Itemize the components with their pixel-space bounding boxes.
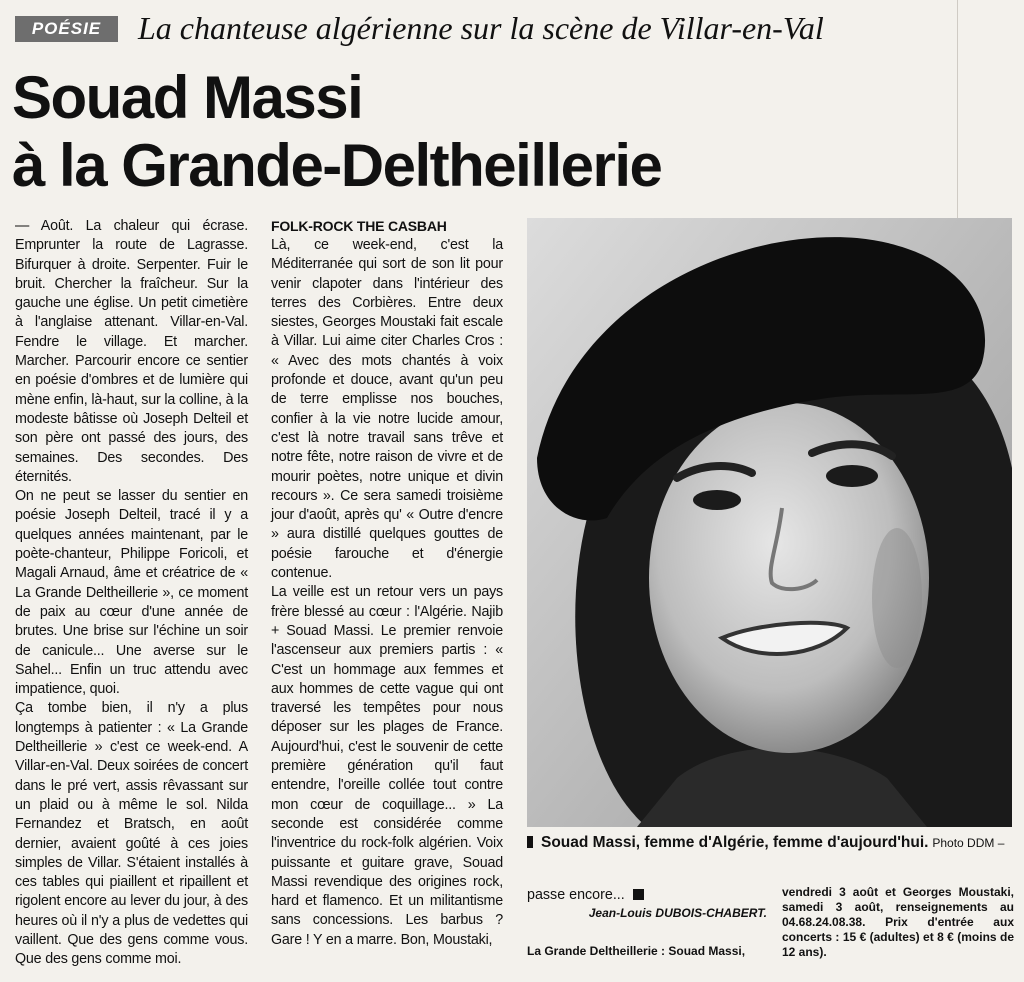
article-column-1: [15, 217, 248, 970]
article-subtitle: La chanteuse algérienne sur la scène de Villar-en-Val: [138, 10, 824, 46]
photo-caption: [527, 833, 1012, 853]
headline-line-1: Souad Massi: [12, 64, 363, 131]
article-column-3: [527, 886, 767, 921]
practical-info: vendredi 3 août et Georges Moustaki, samedi 3 août, renseignements au 04.68.24.08.38. Prix d'entrée aux concerts : 15 € (adultes) et 8 € (moins de 12 ans).: [782, 885, 1014, 959]
photo-credit: Photo DDM –: [932, 836, 1005, 850]
author-signature: Jean-Louis DUBOIS-CHABERT.: [588, 906, 767, 920]
headline-line-2: à la Grande-Deltheillerie: [12, 132, 662, 199]
article-headline: [12, 64, 842, 200]
caption-text: Souad Massi, femme d'Algérie, femme d'aujourd'hui.: [541, 834, 929, 851]
paragraph: La veille est un retour vers un pays frère blessé au cœur : l'Algérie. Najib + Souad Massi. Le premier renvoie l'ascenseur aux premiers partis : « C'est un hommage aux femmes et aux hommes de cette vague qui ont traversé les tempêtes pour nous déposer sur les plages de France. Aujourd'hui, c'est le souvenir de cette première génération qu'il faut entendre, l'oreille collée tout contre mon cœur de coquillage... » La seconde est considérée comme l'inventrice du rock-folk algérien. Voix puissante et guitare grave, Souad Massi revendique des origines rock, hard et flamenco. Et un militantisme sans concessions. Les barbus ? Gare ! Y en a marre. Bon, Moustaki,: [271, 584, 503, 948]
end-mark: [633, 889, 644, 900]
portrait-photo: [527, 218, 1012, 827]
portrait-illustration: [527, 218, 1012, 827]
section-label: POÉSIE: [15, 16, 118, 42]
caption-marker: [527, 836, 533, 848]
paragraph: Ça tombe bien, il n'y a plus longtemps à patienter : « La Grande Deltheillerie » c'est ce week-end. A Villar-en-Val. Deux soirées de concert dans le pré vert, assis rêvassant sur un plaid ou à même le sol. Nilda Fernandez et Bratsch, en août dernier, avaient goûté à ces joies simples de Villar. S'étaient installés à ces tables qui piaillent et ripaillent et rigolent encore au lever du jour, à des heures où il n'y a plus de vedettes qui vaillent. Que des gens comme vous. Que des gens comme moi.: [15, 700, 248, 968]
paragraph: On ne peut se lasser du sentier en poésie Joseph Delteil, tracé il y a quelques années maintenant, par le poète-chanteur, Philippe Foricoli, et Magali Arnaud, âme et créatrice de « La Grande Deltheillerie », ce moment de paix au cœur d'une année de brutes. Une brise sur l'échine un soir de canicule... Une averse sur le Sahel... Enfin un truc attendu avec impatience, quoi.: [15, 488, 248, 698]
article-column-2: [271, 217, 503, 950]
practical-info-start: La Grande Deltheillerie : Souad Massi,: [527, 944, 746, 958]
column-heading: FOLK-ROCK THE CASBAH: [271, 218, 447, 234]
closing-text: passe encore...: [527, 887, 625, 903]
paragraph: Là, ce week-end, c'est la Méditerranée qui sort de son lit pour venir clapoter dans l'intérieur des terres des Corbières. Entre deux siestes, Georges Moustaki fait escale à Villar. Lui aime citer Charles Cros : « Avec des mots chantés à voix profonde et douce, avant qu'un peu de terre emplisse nos bouches, confier à la vie notre lucide amour, c'est là notre travail sans trêve et notre fête, notre raison de vivre et de mourir poètes, notre unique et divin recours ». Ce sera samedi troisième jour d'août, après qu' « Outre d'encre » aura distillé quelques gouttes de poésie farouche et d'énergie contenue.: [271, 237, 503, 582]
paragraph: — Août. La chaleur qui écrase. Emprunter la route de Lagrasse. Bifurquer à droite. Serpenter. Fuir le bruit. Chercher la fraîcheur. Sur la gauche une église. Un petit cimetière à l'anglaise attenant. Villar-en-Val. Fendre le village. Et marcher. Marcher. Parcourir encore ce sentier en poésie d'ombres et de lumière qui mène enfin, là-haut, sur la colline, à la modeste bâtisse où Joseph Delteil et son père ont passé des jours, des semaines. Des secondes. Des éternités.: [15, 218, 248, 485]
